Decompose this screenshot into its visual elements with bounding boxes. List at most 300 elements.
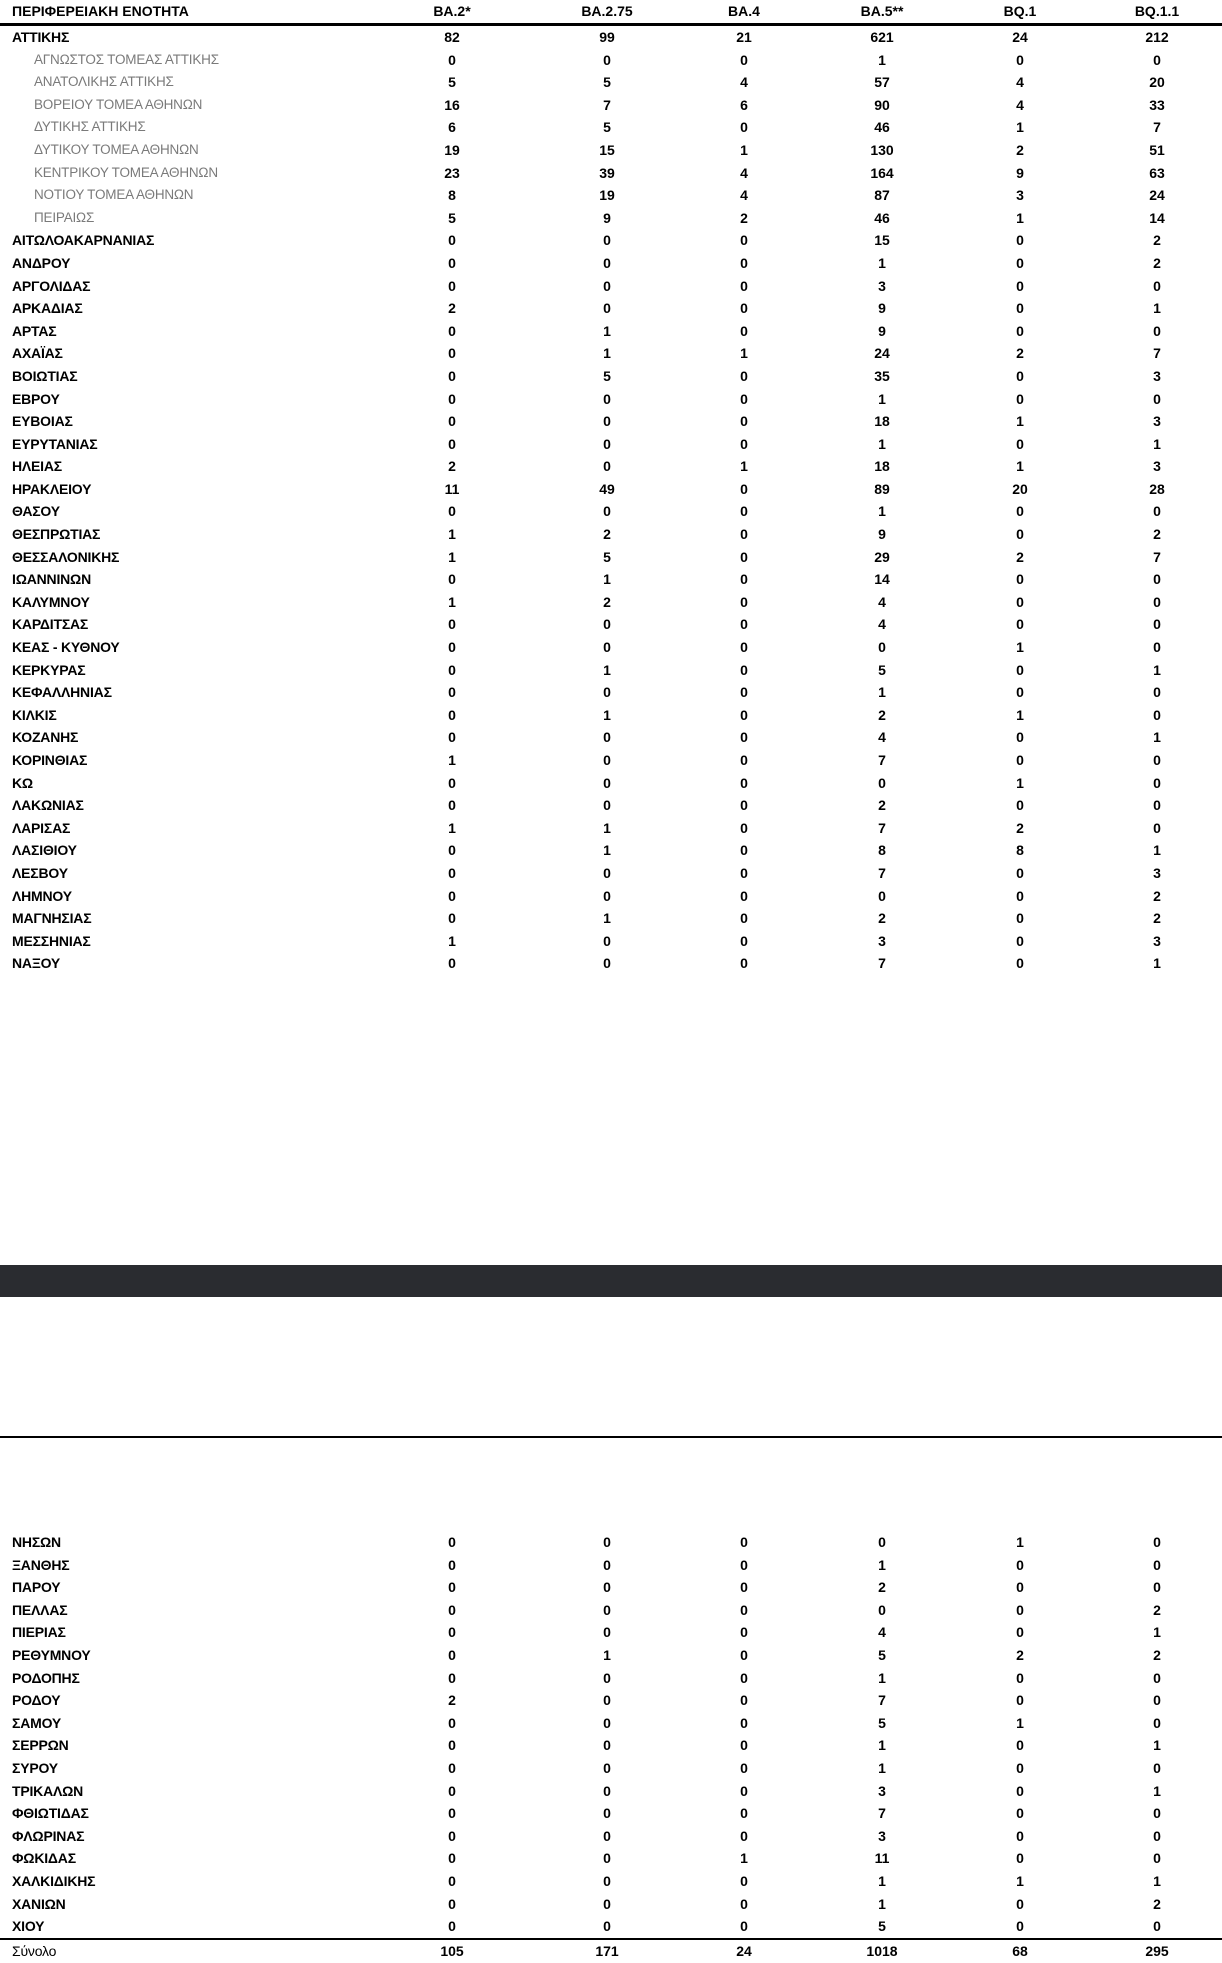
table-cell: 0 [603, 51, 611, 68]
table-cell: 0 [603, 390, 611, 407]
table-cell: 1 [1016, 706, 1024, 723]
table-cell: 0 [603, 1556, 611, 1573]
table-cell: 19 [599, 187, 615, 204]
column-header: BA.2.75 [581, 3, 633, 19]
table-cell: 1 [603, 842, 611, 859]
table-cell: 2 [1153, 887, 1161, 904]
table-cell: 33 [1149, 96, 1165, 113]
table-cell: 0 [740, 548, 748, 565]
table-cell: 0 [740, 571, 748, 588]
table-cell: 0 [603, 639, 611, 656]
table-cell: 5 [603, 119, 611, 136]
table-cell: 0 [448, 1579, 456, 1596]
table-cell: 1 [740, 458, 748, 475]
table-cell: 1 [878, 1737, 886, 1754]
table-row [0, 1621, 1222, 1644]
table-cell: 0 [740, 1827, 748, 1844]
table-cell: 8 [1016, 842, 1024, 859]
table-cell: 212 [1145, 29, 1169, 45]
table-cell: 2 [1153, 1601, 1161, 1618]
region-name: ΞΑΝΘΗΣ [12, 1556, 70, 1573]
table-cell: 0 [603, 503, 611, 520]
table-cell: 0 [740, 616, 748, 633]
region-name: ΑΡΤΑΣ [12, 322, 57, 339]
table-cell: 0 [878, 639, 886, 656]
region-name: ΑΡΚΑΔΙΑΣ [12, 300, 83, 317]
table-cell: 1 [1016, 774, 1024, 791]
table-cell: 7 [603, 96, 611, 113]
table-cell: 0 [1016, 1782, 1024, 1799]
table-cell: 1 [1153, 1624, 1161, 1641]
region-name: ΑΓΝΩΣΤΟΣ ΤΟΜΕΑΣ ΑΤΤΙΚΗΣ [34, 51, 219, 67]
table-cell: 1 [878, 1759, 886, 1776]
table-row [0, 885, 1222, 908]
table-cell: 0 [603, 684, 611, 701]
table-cell: 1 [1153, 955, 1161, 972]
table-cell: 0 [740, 1805, 748, 1822]
table-cell: 1 [878, 684, 886, 701]
table-cell: 0 [740, 1895, 748, 1912]
table-cell: 1 [603, 910, 611, 927]
table-cell: 0 [1016, 955, 1024, 972]
table-cell: 0 [603, 300, 611, 317]
table-cell: 0 [448, 1714, 456, 1731]
table-cell: 0 [1016, 1669, 1024, 1686]
table-cell: 0 [1153, 1534, 1161, 1550]
table-cell: 1 [1153, 661, 1161, 678]
table-cell: 0 [448, 616, 456, 633]
table-cell: 0 [1016, 864, 1024, 881]
table-cell: 0 [878, 1534, 886, 1550]
table-cell: 16 [444, 96, 460, 113]
column-header: BA.4 [728, 3, 760, 19]
region-name: ΦΛΩΡΙΝΑΣ [12, 1827, 85, 1844]
table-cell: 14 [1149, 209, 1165, 226]
table-cell: 3 [1153, 367, 1161, 384]
region-name: ΚΑΛΥΜΝΟΥ [12, 593, 90, 610]
table-cell: 0 [740, 435, 748, 452]
table-row [0, 930, 1222, 953]
table-cell: 0 [1153, 277, 1161, 294]
table-cell: 0 [740, 526, 748, 543]
table-cell: 9 [1016, 164, 1024, 181]
table-cell: 0 [740, 1692, 748, 1709]
table-cell: 0 [1153, 1805, 1161, 1822]
table-cell: 2 [1016, 819, 1024, 836]
table-cell: 0 [1153, 1827, 1161, 1844]
table-cell: 0 [740, 1556, 748, 1573]
table-row [0, 1576, 1222, 1599]
table-cell: 0 [603, 1850, 611, 1867]
region-name: ΑΙΤΩΛΟΑΚΑΡΝΑΝΙΑΣ [12, 232, 155, 249]
table-row [0, 207, 1222, 230]
table-cell: 1 [878, 1556, 886, 1573]
table-cell: 0 [603, 1601, 611, 1618]
region-name: ΗΡΑΚΛΕΙΟΥ [12, 480, 92, 497]
table-cell: 0 [603, 887, 611, 904]
table-cell: 0 [603, 1895, 611, 1912]
table-cell: 0 [1016, 390, 1024, 407]
table-cell: 0 [740, 367, 748, 384]
table-cell: 14 [874, 571, 890, 588]
table-cell: 87 [874, 187, 890, 204]
table-cell: 0 [603, 864, 611, 881]
table-cell: 1 [1153, 1737, 1161, 1754]
table-cell: 0 [1016, 887, 1024, 904]
table-cell: 3 [1153, 864, 1161, 881]
table-cell: 0 [603, 1669, 611, 1686]
table-row [0, 1554, 1222, 1577]
table-row [0, 613, 1222, 636]
table-cell: 0 [740, 503, 748, 520]
page-separator-band [0, 1265, 1222, 1297]
table-cell: 0 [740, 819, 748, 836]
region-name: ΘΕΣΠΡΩΤΙΑΣ [12, 526, 101, 543]
table-cell: 2 [740, 209, 748, 226]
table-cell: 5 [603, 548, 611, 565]
table-cell: 0 [448, 639, 456, 656]
table-row [0, 568, 1222, 591]
table-cell: 0 [1153, 706, 1161, 723]
table-cell: 0 [1153, 752, 1161, 768]
table-cell: 0 [740, 1534, 748, 1550]
total-cell: 1018 [866, 1943, 898, 1959]
section-divider [0, 1436, 1222, 1438]
table-cell: 164 [870, 164, 894, 181]
table-cell: 0 [1016, 1850, 1024, 1867]
table-cell: 0 [740, 51, 748, 68]
table-cell: 0 [603, 729, 611, 746]
table-cell: 0 [740, 797, 748, 814]
table-cell: 18 [874, 413, 890, 430]
table-cell: 2 [1153, 910, 1161, 927]
table-row [0, 839, 1222, 862]
table-row [0, 71, 1222, 94]
table-cell: 7 [878, 1692, 886, 1709]
table-cell: 9 [878, 300, 886, 317]
region-name: ΜΕΣΣΗΝΙΑΣ [12, 932, 91, 949]
table-cell: 0 [448, 435, 456, 452]
table-cell: 1 [603, 345, 611, 362]
region-name: ΛΕΣΒΟΥ [12, 864, 68, 881]
table-cell: 4 [878, 729, 886, 746]
table-cell: 0 [448, 706, 456, 723]
table-cell: 5 [878, 1646, 886, 1663]
table-row [0, 1757, 1222, 1780]
region-column-header: ΠΕΡΙΦΕΡΕΙΑΚΗ ΕΝΟΤΗΤΑ [12, 3, 189, 19]
table-cell: 0 [740, 1714, 748, 1731]
table-cell: 0 [448, 1646, 456, 1663]
region-name: ΠΕΙΡΑΙΩΣ [34, 209, 95, 225]
table-cell: 0 [448, 1669, 456, 1686]
table-cell: 0 [1016, 1601, 1024, 1618]
table-cell: 1 [1153, 300, 1161, 317]
table-cell: 0 [1153, 1714, 1161, 1731]
table-cell: 1 [1153, 1782, 1161, 1799]
table-cell: 0 [448, 1534, 456, 1550]
table-cell: 0 [448, 955, 456, 972]
table-cell: 24 [1149, 187, 1165, 204]
table-cell: 3 [878, 1782, 886, 1799]
table-cell: 0 [740, 706, 748, 723]
region-name: ΚΑΡΔΙΤΣΑΣ [12, 616, 89, 633]
table-cell: 0 [603, 458, 611, 475]
region-name: ΚΙΛΚΙΣ [12, 706, 57, 723]
table-cell: 1 [603, 661, 611, 678]
table-cell: 2 [878, 706, 886, 723]
table-cell: 0 [448, 1556, 456, 1573]
table-cell: 0 [603, 1872, 611, 1889]
column-header: BQ.1.1 [1134, 3, 1180, 19]
table-row [0, 139, 1222, 162]
table-cell: 3 [878, 932, 886, 949]
table-cell: 1 [1153, 842, 1161, 859]
table-cell: 6 [448, 119, 456, 136]
table-cell: 7 [1153, 548, 1161, 565]
table-cell: 7 [1153, 345, 1161, 362]
table-cell: 0 [448, 390, 456, 407]
table-row [0, 1825, 1222, 1848]
table-cell: 0 [740, 752, 748, 768]
table-cell: 130 [870, 141, 894, 158]
table-cell: 2 [1153, 526, 1161, 543]
table-body-bottom [0, 1531, 1222, 1938]
table-row [0, 1712, 1222, 1735]
table-cell: 1 [1016, 119, 1024, 136]
table-cell: 15 [874, 232, 890, 249]
table-cell: 1 [878, 390, 886, 407]
table-cell: 0 [603, 1827, 611, 1844]
table-cell: 0 [1153, 1556, 1161, 1573]
table-cell: 2 [1153, 254, 1161, 271]
table-cell: 0 [1016, 232, 1024, 249]
table-cell: 3 [878, 277, 886, 294]
table-cell: 0 [603, 232, 611, 249]
table-cell: 1 [1153, 1872, 1161, 1889]
table-row [0, 659, 1222, 682]
table-cell: 0 [1016, 1556, 1024, 1573]
table-cell: 4 [1016, 96, 1024, 113]
table-cell: 5 [603, 367, 611, 384]
table-cell: 2 [1016, 1646, 1024, 1663]
table-cell: 0 [1016, 300, 1024, 317]
table-cell: 0 [1016, 1759, 1024, 1776]
column-header: BQ.1 [1003, 3, 1037, 19]
table-cell: 99 [599, 29, 615, 45]
table-cell: 0 [1153, 819, 1161, 836]
region-name: ΛΑΚΩΝΙΑΣ [12, 797, 84, 814]
table-cell: 0 [740, 729, 748, 746]
table-cell: 0 [448, 774, 456, 791]
table-cell: 0 [1016, 51, 1024, 68]
table-row [0, 320, 1222, 343]
region-name: ΧΑΛΚΙΔΙΚΗΣ [12, 1872, 96, 1889]
table-cell: 3 [1153, 932, 1161, 949]
table-cell: 24 [874, 345, 890, 362]
region-name: ΕΒΡΟΥ [12, 390, 60, 407]
table-cell: 0 [878, 887, 886, 904]
table-cell: 0 [603, 413, 611, 430]
table-cell: 0 [448, 1624, 456, 1641]
total-cell: 295 [1145, 1943, 1169, 1959]
table-row [0, 1893, 1222, 1916]
region-name: ΦΘΙΩΤΙΔΑΣ [12, 1805, 89, 1822]
table-cell: 0 [1016, 684, 1024, 701]
table-row [0, 1644, 1222, 1667]
table-row [0, 1599, 1222, 1622]
table-cell: 0 [740, 413, 748, 430]
table-cell: 0 [603, 1692, 611, 1709]
region-name: ΗΛΕΙΑΣ [12, 458, 62, 475]
table-row [0, 749, 1222, 772]
table-cell: 1 [1016, 1714, 1024, 1731]
table-cell: 0 [740, 1624, 748, 1641]
table-cell: 0 [448, 254, 456, 271]
region-name: ΠΙΕΡΙΑΣ [12, 1624, 66, 1641]
table-row [0, 1689, 1222, 1712]
table-cell: 0 [1016, 322, 1024, 339]
table-row [0, 455, 1222, 478]
total-cell: 24 [736, 1943, 752, 1959]
table-cell: 20 [1012, 480, 1028, 497]
table-cell: 2 [878, 1579, 886, 1596]
table-cell: 0 [1016, 1895, 1024, 1912]
table-cell: 0 [448, 797, 456, 814]
table-cell: 29 [874, 548, 890, 565]
table-row [0, 275, 1222, 298]
table-cell: 0 [740, 593, 748, 610]
table-cell: 0 [1016, 1918, 1024, 1935]
region-name: ΕΥΒΟΙΑΣ [12, 413, 73, 430]
table-cell: 0 [603, 1782, 611, 1799]
table-cell: 0 [1153, 51, 1161, 68]
table-cell: 0 [1153, 593, 1161, 610]
table-cell: 0 [448, 51, 456, 68]
table-cell: 0 [603, 1579, 611, 1596]
table-body-top [0, 26, 1222, 975]
table-cell: 0 [1016, 526, 1024, 543]
table-cell: 63 [1149, 164, 1165, 181]
table-cell: 4 [878, 593, 886, 610]
table-cell: 0 [448, 1895, 456, 1912]
table-cell: 0 [1153, 684, 1161, 701]
table-cell: 1 [740, 1850, 748, 1867]
region-name: ΙΩΑΝΝΙΝΩΝ [12, 571, 91, 588]
table-cell: 0 [740, 1759, 748, 1776]
table-cell: 0 [603, 254, 611, 271]
region-name: ΚΕΝΤΡΙΚΟΥ ΤΟΜΕΑ ΑΘΗΝΩΝ [34, 164, 218, 180]
table-cell: 0 [603, 752, 611, 768]
region-name: ΣΑΜΟΥ [12, 1714, 62, 1731]
table-cell: 3 [1016, 187, 1024, 204]
column-header: BA.5** [860, 3, 904, 19]
table-header [0, 0, 1222, 23]
table-cell: 0 [448, 367, 456, 384]
table-cell: 51 [1149, 141, 1165, 158]
region-name: ΛΑΡΙΣΑΣ [12, 819, 71, 836]
total-row [0, 1940, 1222, 1963]
region-name: ΑΝΔΡΟΥ [12, 254, 71, 271]
table-cell: 1 [448, 752, 456, 768]
region-name: ΘΕΣΣΑΛΟΝΙΚΗΣ [12, 548, 120, 565]
table-cell: 1 [1016, 1872, 1024, 1889]
table-cell: 0 [1016, 661, 1024, 678]
table-cell: 1 [878, 1669, 886, 1686]
table-cell: 0 [448, 277, 456, 294]
region-name: ΔΥΤΙΚΟΥ ΤΟΜΕΑ ΑΘΗΝΩΝ [34, 141, 199, 157]
region-name: ΑΡΓΟΛΙΔΑΣ [12, 277, 91, 294]
table-cell: 0 [448, 1759, 456, 1776]
table-cell: 0 [448, 661, 456, 678]
table-row [0, 162, 1222, 185]
table-cell: 4 [740, 187, 748, 204]
region-name: ΛΑΣΙΘΙΟΥ [12, 842, 77, 859]
table-cell: 0 [603, 932, 611, 949]
table-cell: 5 [878, 1918, 886, 1935]
table-row [0, 1780, 1222, 1803]
table-cell: 20 [1149, 74, 1165, 91]
table-cell: 2 [878, 797, 886, 814]
table-cell: 0 [740, 277, 748, 294]
table-row [0, 116, 1222, 139]
table-cell: 0 [740, 887, 748, 904]
table-cell: 8 [448, 187, 456, 204]
table-cell: 0 [1016, 616, 1024, 633]
table-row [0, 49, 1222, 72]
table-cell: 11 [444, 480, 460, 497]
table-cell: 0 [1153, 1918, 1161, 1935]
table-cell: 1 [1016, 209, 1024, 226]
table-row [0, 681, 1222, 704]
table-cell: 1 [1153, 729, 1161, 746]
table-cell: 0 [1016, 1737, 1024, 1754]
region-name: ΝΑΞΟΥ [12, 955, 61, 972]
region-name: ΒΟΡΕΙΟΥ ΤΟΜΕΑ ΑΘΗΝΩΝ [34, 96, 203, 112]
table-cell: 0 [1153, 616, 1161, 633]
table-cell: 0 [1153, 503, 1161, 520]
table-cell: 0 [1016, 277, 1024, 294]
table-cell: 2 [1016, 345, 1024, 362]
total-cell: 68 [1012, 1943, 1028, 1959]
table-cell: 0 [1016, 503, 1024, 520]
table-cell: 7 [878, 752, 886, 768]
table-row [0, 591, 1222, 614]
table-row [0, 1847, 1222, 1870]
table-row [0, 1802, 1222, 1825]
region-name: ΚΩ [12, 774, 33, 791]
table-cell: 2 [448, 458, 456, 475]
table-cell: 1 [448, 548, 456, 565]
region-name: ΦΩΚΙΔΑΣ [12, 1850, 76, 1867]
table-cell: 0 [448, 910, 456, 927]
region-name: ΠΑΡΟΥ [12, 1579, 61, 1596]
table-cell: 0 [740, 955, 748, 972]
table-cell: 1 [740, 141, 748, 158]
table-cell: 0 [740, 1646, 748, 1663]
total-cell: 171 [595, 1943, 619, 1959]
table-cell: 4 [740, 164, 748, 181]
table-cell: 4 [740, 74, 748, 91]
table-cell: 0 [740, 390, 748, 407]
table-cell: 0 [448, 684, 456, 701]
table-row [0, 388, 1222, 411]
region-name: ΡΟΔΟΥ [12, 1692, 61, 1709]
table-cell: 0 [603, 774, 611, 791]
table-cell: 7 [1153, 119, 1161, 136]
table-row [0, 500, 1222, 523]
table-cell: 11 [874, 1850, 890, 1867]
table-cell: 0 [740, 232, 748, 249]
